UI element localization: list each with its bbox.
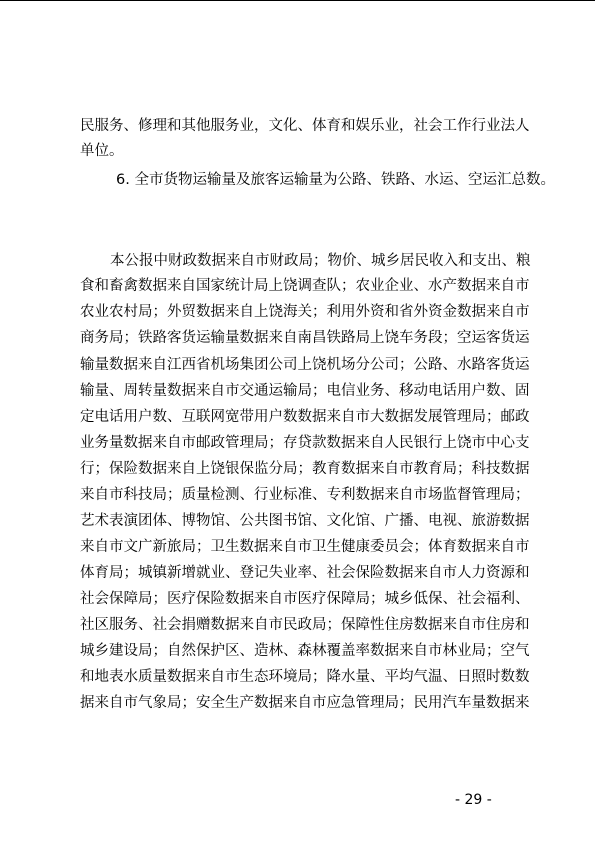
text-line: 据来自市气象局；安全生产数据来自市应急管理局；民用汽车量数据来 (80, 695, 530, 711)
text-line: 民服务、修理和其他服务业，文化、体育和娱乐业，社会工作行业法人 (80, 118, 530, 134)
text-line: 和地表水质量数据来自市生态环境局；降水量、平均气温、日照时数数 (80, 669, 530, 685)
text-line: 来自市文广新旅局；卫生数据来自市卫生健康委员会；体育数据来自市 (80, 539, 530, 555)
text-line: 社区服务、社会捐赠数据来自市民政局；保障性住房数据来自市住房和 (80, 617, 530, 633)
text-line: 城乡建设局；自然保护区、造林、森林覆盖率数据来自市林业局；空气 (80, 643, 530, 659)
text-line: 社会保障局；医疗保险数据来自市医疗保障局；城乡低保、社会福利、 (80, 591, 530, 607)
text-line: 单位。 (80, 143, 124, 159)
text-line: 食和畜禽数据来自国家统计局上饶调查队；农业企业、水产数据来自市 (80, 278, 530, 294)
page-number: - 29 - (455, 792, 492, 808)
text-line: 输量、周转量数据来自市交通运输局；电信业务、移动电话用户数、固 (80, 383, 530, 399)
text-line: 商务局；铁路客货运输量数据来自南昌铁路局上饶车务段；空运客货运 (80, 330, 530, 346)
text-line: 6. 全市货物运输量及旅客运输量为公路、铁路、水运、空运汇总数。 (116, 172, 555, 188)
text-line: 体育局；城镇新增就业、登记失业率、社会保险数据来自市人力资源和 (80, 565, 530, 581)
text-line: 业务量数据来自市邮政管理局；存贷款数据来自人民银行上饶市中心支 (80, 435, 530, 451)
text-line: 本公报中财政数据来自市财政局；物价、城乡居民收入和支出、粮 (110, 253, 531, 269)
text-line: 农业农村局；外贸数据来自上饶海关；利用外资和省外资金数据来自市 (80, 304, 530, 320)
text-line: 输量数据来自江西省机场集团公司上饶机场分公司；公路、水路客货运 (80, 357, 530, 373)
text-line: 行；保险数据来自上饶银保监分局；教育数据来自市教育局；科技数据 (80, 461, 530, 477)
text-line: 艺术表演团体、博物馆、公共图书馆、文化馆、广播、电视、旅游数据 (80, 513, 530, 529)
text-line: 定电话用户数、互联网宽带用户数数据来自市大数据发展管理局；邮政 (80, 409, 530, 425)
text-line: 来自市科技局；质量检测、行业标准、专利数据来自市场监督管理局； (80, 487, 530, 503)
top-rule (0, 0, 595, 1)
